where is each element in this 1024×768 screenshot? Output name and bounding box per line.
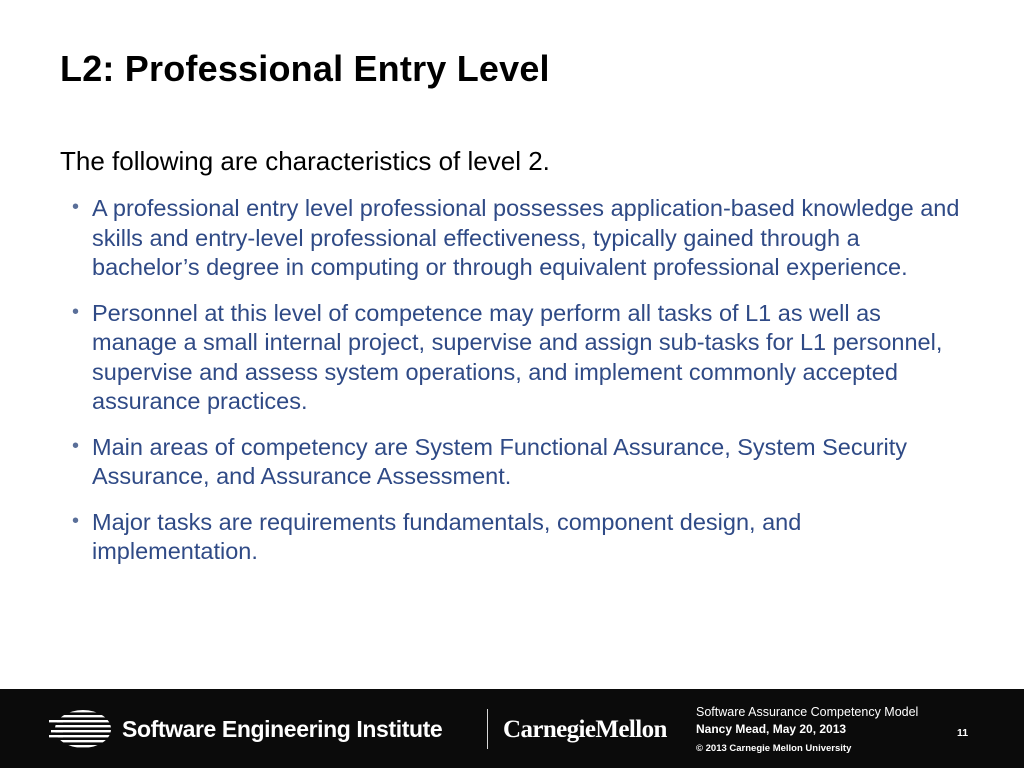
bullet-marker: • — [72, 196, 80, 218]
bullet-text: Main areas of competency are System Functional Assurance, System Security Assurance, and Assurance Assessment. — [92, 433, 908, 489]
presentation-title: Software Assurance Competency Model — [696, 705, 919, 719]
bullet-item — [72, 194, 972, 283]
copyright-text: © 2013 Carnegie Mellon University — [696, 743, 852, 754]
slide-title: L2: Professional Entry Level — [60, 48, 550, 89]
bullet-marker: • — [72, 509, 80, 532]
bullet-text: Major tasks are requirements fundamentals, component design, and implementation. — [92, 508, 802, 564]
logo-divider — [487, 709, 488, 749]
bullet-text: A professional entry level professional possesses application-based knowledge and skills and entry-level professional effectiveness, typically gained through a bachelor’s degree in computing or through equivalent professional experience. — [92, 195, 960, 280]
author-date: Nancy Mead, May 20, 2013 — [696, 722, 847, 736]
bullet-marker: • — [72, 434, 80, 457]
bullet-marker: • — [72, 300, 80, 323]
sei-wordmark: Software Engineering Institute — [122, 716, 443, 742]
cmu-wordmark: CarnegieMellon — [503, 716, 667, 743]
bullet-list — [72, 194, 972, 583]
page-number: 11 — [957, 727, 969, 739]
sei-striped-globe-icon — [49, 709, 113, 749]
bullet-item — [72, 508, 972, 567]
bullet-item — [72, 433, 972, 492]
intro-text: The following are characteristics of level 2. — [60, 146, 550, 176]
bullet-text: Personnel at this level of competence may perform all tasks of L1 as well as manage a small internal project, supervise and assign sub-tasks for L1 personnel, supervise and assess system operations, and implement commonly accepted assurance practices. — [92, 299, 943, 414]
footer-bar — [0, 689, 1024, 768]
bullet-item — [72, 299, 972, 417]
